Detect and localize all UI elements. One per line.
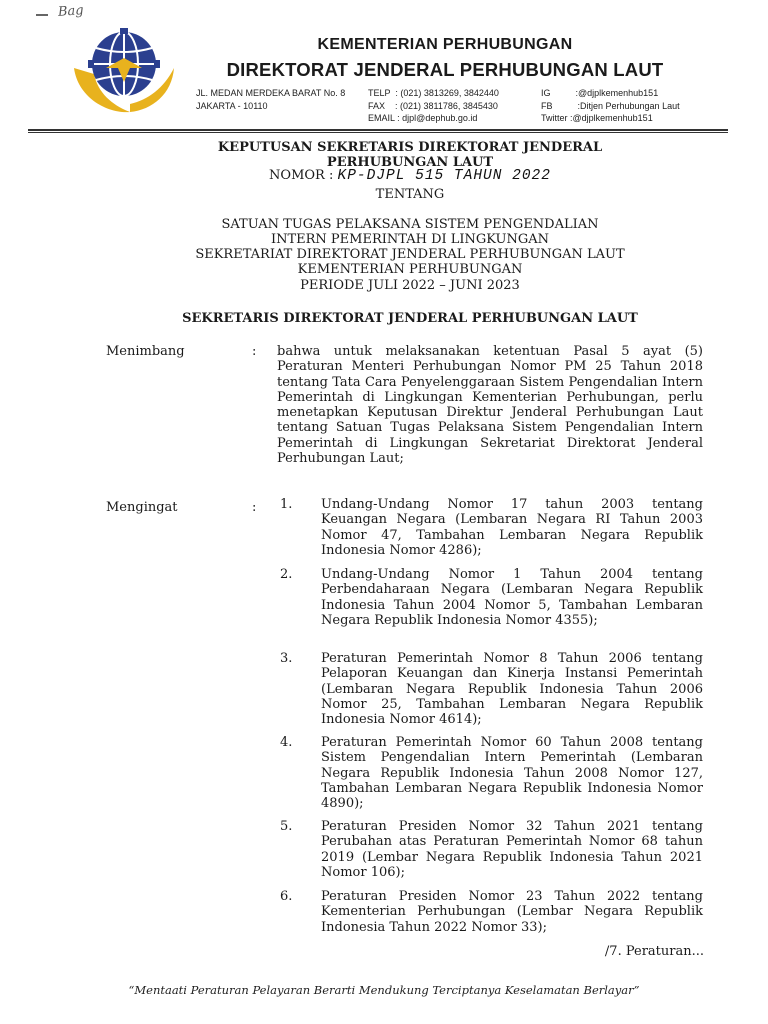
list-item: Peraturan Pemerintah Nomor 60 Tahun 2008 tentang Sistem Pengendalian Intern Pemerintah (Lembaran Negara Republik Indonesia Tahun 2008 Nomor 127, Tambahan Lembaran Negara Republik Indonesia Nomor 4890); (321, 735, 703, 812)
twitter-line: Twitter :@djplkemenhub151 (541, 113, 653, 123)
decree-title-line2: PERHUBUNGAN LAUT (326, 155, 494, 170)
list-item: Undang-Undang Nomor 1 Tahun 2004 tentang Perbendaharaan Negara (Lembaran Negara Republik Indonesia Tahun 2004 Nomor 5, Tambahan Lembaran Negara Republik Indonesia Nomor 4355); (321, 567, 703, 628)
address-block (196, 87, 361, 112)
nomor-value: KP-DJPL 515 TAHUN 2022 (337, 168, 551, 184)
list-item-number: 1. (280, 497, 293, 512)
continuation-marker: /7. Peraturan... (604, 944, 704, 959)
list-item-number: 4. (280, 735, 293, 750)
menimbang-text: bahwa untuk melaksanakan ketentuan Pasal 5 ayat (5) Peraturan Menteri Perhubungan Nomor PM 25 Tahun 2018 tentang Tata Cara Penyelenggaraan Sistem Pengendalian Intern Pemerintah di Lingkungan Kementerian Perhubungan, perlu menetapkan Keputusan Direktur Jenderal Perhubungan Laut tentang Satuan Tugas Pelaksana Sistem Pengendalian Intern Pemerintah di Lingkungan Sekretariat Direktorat Jenderal Perhubungan Laut; (277, 344, 703, 467)
mengingat-colon: : (252, 500, 257, 515)
header-divider-thin (28, 132, 728, 133)
subject-line: INTERN PEMERINTAH DI LINGKUNGAN (270, 232, 550, 247)
list-item-number: 5. (280, 819, 293, 834)
margin-note: Bag (57, 3, 85, 20)
nomor-label: NOMOR : (269, 168, 334, 183)
facebook-line: FB :Ditjen Perhubungan Laut (541, 100, 680, 111)
address-line: JL. MEDAN MERDEKA BARAT No. 8 (196, 88, 346, 98)
decree-number (100, 168, 720, 184)
subject-line: SEKRETARIAT DIREKTORAT JENDERAL PERHUBUNGAN LAUT (195, 247, 625, 262)
header-divider (28, 129, 728, 131)
issuer-title: SEKRETARIS DIREKTORAT JENDERAL PERHUBUNGAN LAUT (182, 311, 638, 326)
list-item: Peraturan Presiden Nomor 23 Tahun 2022 tentang Kementerian Perhubungan (Lembar Negara Republik Indonesia Tahun 2022 Nomor 33); (321, 889, 703, 935)
fax-line: FAX : (021) 3811786, 3845430 (368, 100, 498, 111)
phone-block (368, 87, 538, 125)
ministry-logo-icon (68, 28, 180, 116)
address-line: JAKARTA - 10110 (196, 100, 268, 111)
tentang-label: TENTANG (375, 187, 445, 202)
email-line: EMAIL : djpl@dephub.go.id (368, 113, 478, 123)
list-item-number: 6. (280, 889, 293, 904)
margin-dash (36, 14, 48, 16)
footer-motto: “Mentaati Peraturan Pelayaran Berarti Mendukung Terciptanya Keselamatan Berlayar” (128, 983, 640, 997)
list-item: Peraturan Pemerintah Nomor 8 Tahun 2006 tentang Pelaporan Keuangan dan Kinerja Instansi Pemerintah (Lembaran Negara Republik Indonesia Tahun 2006 Nomor 25, Tambahan Lembaran Negara Republik Indonesia Nomor 4614); (321, 651, 703, 728)
list-item-number: 2. (280, 567, 293, 582)
menimbang-label: Menimbang (106, 344, 185, 359)
directorate-name: DIREKTORAT JENDERAL PERHUBUNGAN LAUT (226, 59, 664, 80)
mengingat-label: Mengingat (106, 500, 178, 515)
social-block (541, 87, 711, 125)
subject-line: KEMENTERIAN PERHUBUNGAN (297, 262, 523, 277)
decree-title-line1: KEPUTUSAN SEKRETARIS DIREKTORAT JENDERAL (217, 140, 603, 155)
telp-line: TELP : (021) 3813269, 3842440 (368, 88, 499, 98)
subject-line: PERIODE JULI 2022 – JUNI 2023 (300, 278, 520, 293)
list-item-number: 3. (280, 651, 293, 666)
list-item: Undang-Undang Nomor 17 tahun 2003 tentang Keuangan Negara (Lembaran Negara RI Tahun 2003 Nomor 47, Tambahan Lembaran Negara Republik Indonesia Nomor 4286); (321, 497, 703, 558)
ministry-name: KEMENTERIAN PERHUBUNGAN (317, 36, 573, 53)
menimbang-colon: : (252, 344, 257, 359)
instagram-line: IG :@djplkemenhub151 (541, 88, 659, 98)
subject-line: SATUAN TUGAS PELAKSANA SISTEM PENGENDALIAN (221, 217, 599, 232)
list-item: Peraturan Presiden Nomor 32 Tahun 2021 tentang Perubahan atas Peraturan Pemerintah Nomor 68 tahun 2019 (Lembar Negara Republik Indonesia Tahun 2021 Nomor 106); (321, 819, 703, 880)
